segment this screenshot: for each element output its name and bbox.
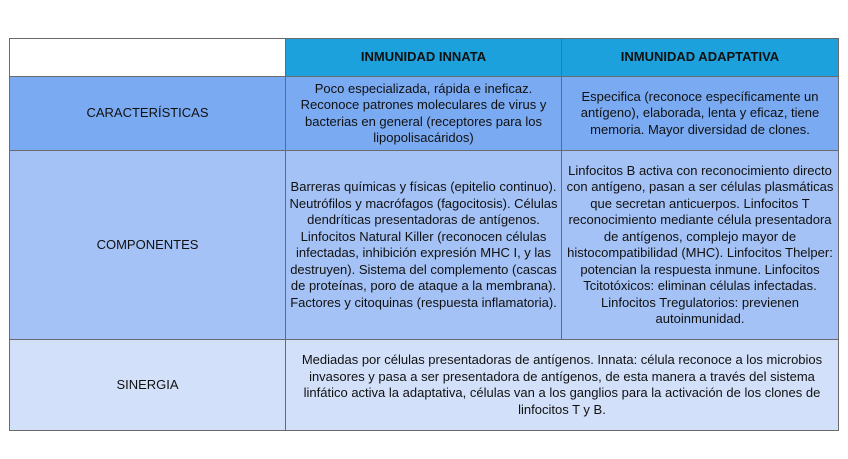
row-caracteristicas: [10, 77, 839, 151]
cell-caracteristicas-innata: Poco especializada, rápida e ineficaz. Reconoce patrones moleculares de virus y bacterias en general (receptores para los lipopolisacáridos): [286, 77, 562, 151]
header-row: [10, 39, 839, 77]
cell-caracteristicas-adaptativa: Especifica (reconoce específicamente un antígeno), elaborada, lenta y eficaz, tiene memoria. Mayor diversidad de clones.: [562, 77, 839, 151]
header-innata: INMUNIDAD INNATA: [286, 39, 562, 77]
row-label-caracteristicas: CARACTERÍSTICAS: [10, 77, 286, 151]
cell-componentes-innata: Barreras químicas y físicas (epitelio continuo). Neutrófilos y macrófagos (fagocitosis). Células dendríticas presentadoras de antígenos. Linfocitos Natural Killer (reconocen células infectadas, inhibición expresión MHC I, y las destruyen). Sistema del complemento (cascas de proteínas, poro de ataque a la membrana). Factores y citoquinas (respuesta inflamatoria).: [286, 151, 562, 340]
cell-componentes-adaptativa: Linfocitos B activa con reconocimiento directo con antígeno, pasan a ser células plasmáticas que secretan anticuerpos. Linfocitos T reconocimiento mediante célula presentadora de antígenos, complejo mayor de histocompatibilidad (MHC). Linfocitos Thelper: potencian la respuesta inmune. Linfocitos Tcitotóxicos: eliminan células infectadas. Linfocitos Tregulatorios: previenen autoinmunidad.: [562, 151, 839, 340]
row-sinergia: [10, 340, 839, 431]
header-adaptativa: INMUNIDAD ADAPTATIVA: [562, 39, 839, 77]
immunity-comparison-table: [9, 38, 839, 431]
row-label-sinergia: SINERGIA: [10, 340, 286, 431]
empty-corner-cell: [10, 39, 286, 77]
row-componentes: [10, 151, 839, 340]
cell-sinergia-text: Mediadas por células presentadoras de antígenos. Innata: célula reconoce a los microbios invasores y pasa a ser presentadora de antígenos, de esta manera a través del sistema linfático activa la adaptativa, células van a los ganglios para la activación de los clones de linfocitos T y B.: [286, 340, 839, 431]
row-label-componentes: COMPONENTES: [10, 151, 286, 340]
